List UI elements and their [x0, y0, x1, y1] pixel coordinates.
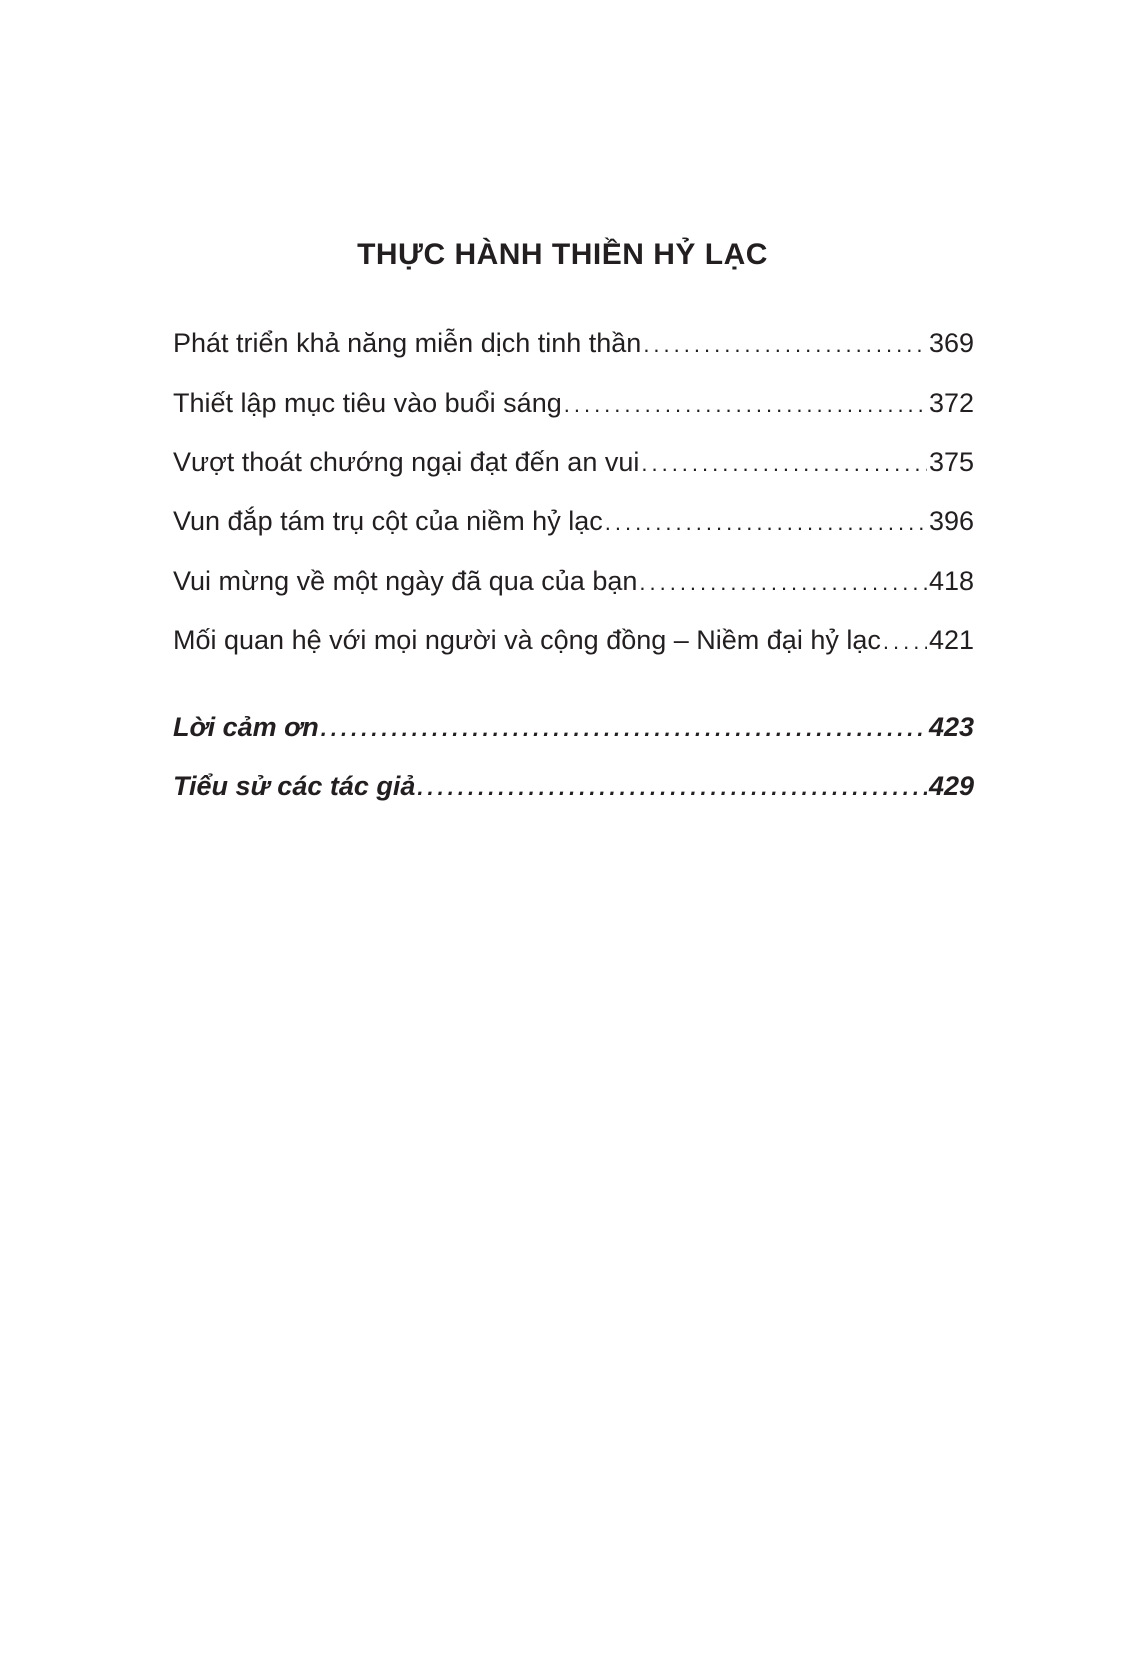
toc-entry-page: 423 — [928, 712, 974, 742]
toc-entry[interactable] — [173, 501, 974, 541]
toc-entry[interactable] — [173, 442, 974, 482]
toc-entry-label: Tiểu sử các tác giả — [173, 771, 416, 801]
toc-entry-label: Mối quan hệ với mọi người và cộng đồng – Niềm đại hỷ lạc — [173, 625, 881, 655]
toc-entry[interactable] — [173, 383, 974, 423]
toc-entry-label: Phát triển khả năng miễn dịch tinh thần — [173, 328, 642, 358]
toc-entry-label: Lời cảm ơn — [173, 712, 319, 742]
dot-leader — [605, 503, 927, 541]
toc-back-entry[interactable] — [173, 766, 974, 806]
toc-entry-page: 396 — [928, 506, 974, 536]
dot-leader — [641, 444, 927, 482]
toc-entry[interactable] — [173, 561, 974, 601]
dot-leader — [643, 325, 927, 363]
dot-leader — [321, 709, 927, 747]
toc-entry[interactable] — [173, 323, 974, 363]
dot-leader — [564, 385, 927, 423]
section-title: THỰC HÀNH THIỀN HỶ LẠC — [357, 238, 768, 271]
toc-entry-page: 375 — [928, 447, 974, 477]
toc-entry-label: Vui mừng về một ngày đã qua của bạn — [173, 566, 638, 596]
toc-entry-label: Vun đắp tám trụ cột của niềm hỷ lạc — [173, 506, 603, 536]
toc-entry-label: Thiết lập mục tiêu vào buổi sáng — [173, 388, 562, 418]
toc-back-entry[interactable] — [173, 707, 974, 747]
toc-entry-page: 429 — [928, 771, 974, 801]
toc-entry-page: 369 — [928, 328, 974, 358]
dot-leader — [883, 622, 927, 660]
dot-leader — [639, 563, 927, 601]
toc-entry[interactable] — [173, 620, 974, 660]
dot-leader — [417, 768, 927, 806]
toc-entry-page: 372 — [928, 388, 974, 418]
toc-entry-page: 418 — [928, 566, 974, 596]
toc-entry-label: Vượt thoát chướng ngại đạt đến an vui — [173, 447, 640, 477]
toc-entry-page: 421 — [928, 625, 974, 655]
